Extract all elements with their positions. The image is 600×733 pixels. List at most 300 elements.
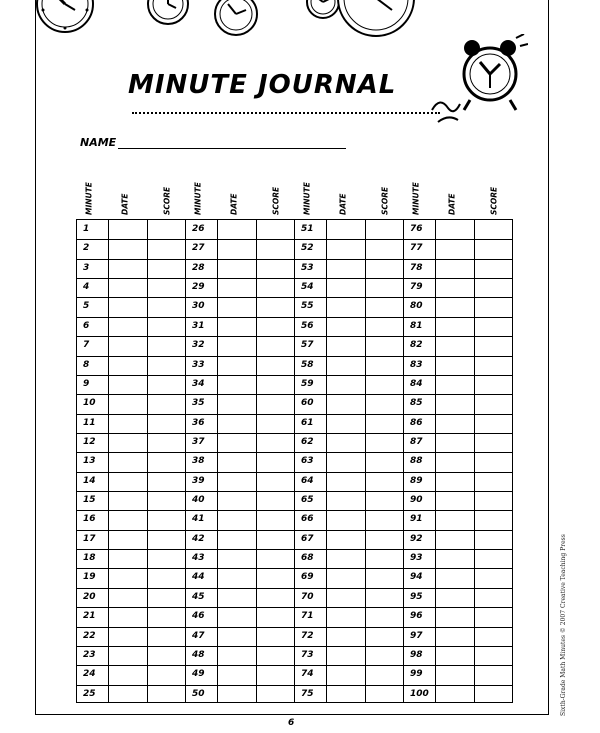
date-cell[interactable]: [217, 278, 256, 297]
date-cell[interactable]: [217, 491, 256, 510]
score-cell[interactable]: [147, 627, 186, 646]
date-cell[interactable]: [108, 297, 147, 316]
score-cell[interactable]: [474, 356, 513, 375]
minute-number: 49: [192, 669, 205, 680]
date-cell[interactable]: [435, 607, 474, 626]
date-cell[interactable]: [326, 646, 365, 665]
minute-number: 41: [192, 514, 205, 525]
score-cell[interactable]: [147, 414, 186, 433]
date-cell[interactable]: [217, 685, 256, 704]
score-cell[interactable]: [474, 394, 513, 413]
minute-number: 85: [410, 398, 423, 409]
score-cell[interactable]: [147, 472, 186, 491]
date-cell[interactable]: [326, 336, 365, 355]
score-cell[interactable]: [147, 336, 186, 355]
clock-icon: [143, 0, 193, 30]
date-cell[interactable]: [108, 685, 147, 704]
score-cell[interactable]: [365, 627, 404, 646]
minute-number: 30: [192, 301, 205, 312]
minute-number: 6: [83, 320, 90, 331]
date-cell[interactable]: [435, 317, 474, 336]
score-cell[interactable]: [365, 452, 404, 471]
date-cell[interactable]: [108, 510, 147, 529]
date-cell[interactable]: [326, 588, 365, 607]
date-cell[interactable]: [435, 336, 474, 355]
score-cell[interactable]: [147, 510, 186, 529]
minute-number: 100: [410, 688, 429, 699]
header-minute: MINUTE: [84, 182, 94, 215]
score-cell[interactable]: [365, 259, 404, 278]
score-cell[interactable]: [474, 549, 513, 568]
minute-number: 75: [301, 688, 314, 699]
date-cell[interactable]: [435, 472, 474, 491]
minute-number: 50: [192, 688, 205, 699]
name-field[interactable]: [118, 148, 346, 149]
date-cell[interactable]: [435, 433, 474, 452]
minute-number: 15: [83, 495, 96, 506]
minute-number: 25: [83, 688, 96, 699]
header-score: SCORE: [271, 186, 281, 215]
date-cell[interactable]: [326, 356, 365, 375]
date-cell[interactable]: [217, 627, 256, 646]
minute-number: 78: [410, 262, 423, 273]
minute-number: 90: [410, 495, 423, 506]
minute-number: 63: [301, 456, 314, 467]
date-cell[interactable]: [435, 685, 474, 704]
score-cell[interactable]: [474, 452, 513, 471]
minute-number: 77: [410, 243, 423, 254]
date-cell[interactable]: [435, 627, 474, 646]
score-cell[interactable]: [365, 530, 404, 549]
score-cell[interactable]: [256, 414, 295, 433]
minute-number: 62: [301, 436, 314, 447]
minute-number: 35: [192, 398, 205, 409]
date-cell[interactable]: [217, 510, 256, 529]
minute-number: 24: [83, 669, 96, 680]
score-cell[interactable]: [365, 510, 404, 529]
date-cell[interactable]: [108, 356, 147, 375]
date-cell[interactable]: [326, 491, 365, 510]
date-cell[interactable]: [217, 356, 256, 375]
date-cell[interactable]: [217, 646, 256, 665]
score-cell[interactable]: [256, 220, 295, 239]
date-cell[interactable]: [435, 220, 474, 239]
score-cell[interactable]: [147, 394, 186, 413]
date-cell[interactable]: [435, 239, 474, 258]
date-cell[interactable]: [108, 317, 147, 336]
score-cell[interactable]: [474, 336, 513, 355]
date-cell[interactable]: [435, 588, 474, 607]
date-cell[interactable]: [326, 607, 365, 626]
date-cell[interactable]: [108, 375, 147, 394]
minute-number: 71: [301, 611, 314, 622]
score-cell[interactable]: [474, 491, 513, 510]
score-cell[interactable]: [256, 259, 295, 278]
date-cell[interactable]: [326, 685, 365, 704]
date-cell[interactable]: [217, 239, 256, 258]
date-cell[interactable]: [108, 220, 147, 239]
score-cell[interactable]: [147, 452, 186, 471]
date-cell[interactable]: [108, 472, 147, 491]
score-cell[interactable]: [365, 239, 404, 258]
date-cell[interactable]: [435, 665, 474, 684]
minute-number: 26: [192, 224, 205, 234]
date-cell[interactable]: [108, 239, 147, 258]
minute-number: 54: [301, 282, 314, 293]
header-date: DATE: [338, 193, 348, 215]
date-cell[interactable]: [326, 568, 365, 587]
score-cell[interactable]: [256, 375, 295, 394]
date-cell[interactable]: [217, 433, 256, 452]
date-cell[interactable]: [435, 297, 474, 316]
minute-number: 91: [410, 514, 423, 525]
score-cell[interactable]: [147, 530, 186, 549]
date-cell[interactable]: [108, 568, 147, 587]
score-cell[interactable]: [474, 375, 513, 394]
date-cell[interactable]: [326, 433, 365, 452]
score-cell[interactable]: [256, 239, 295, 258]
minute-number: 18: [83, 553, 96, 564]
minute-number: 73: [301, 649, 314, 660]
score-cell[interactable]: [256, 297, 295, 316]
minute-number: 79: [410, 282, 423, 293]
date-cell[interactable]: [326, 452, 365, 471]
minute-number: 1: [83, 224, 90, 234]
score-cell[interactable]: [474, 414, 513, 433]
date-cell[interactable]: [326, 510, 365, 529]
header-score: SCORE: [162, 186, 172, 215]
score-cell[interactable]: [256, 278, 295, 297]
header-minute: MINUTE: [411, 182, 421, 215]
minute-number: 19: [83, 572, 96, 583]
minute-journal-table: [76, 219, 512, 703]
minute-number: 83: [410, 359, 423, 370]
score-cell[interactable]: [256, 336, 295, 355]
date-cell[interactable]: [217, 259, 256, 278]
score-cell[interactable]: [365, 317, 404, 336]
minute-number: 40: [192, 495, 205, 506]
score-cell[interactable]: [474, 510, 513, 529]
header-date: DATE: [120, 193, 130, 215]
score-cell[interactable]: [474, 433, 513, 452]
score-cell[interactable]: [147, 665, 186, 684]
date-cell[interactable]: [435, 530, 474, 549]
score-cell[interactable]: [256, 491, 295, 510]
minute-number: 57: [301, 340, 314, 351]
alarm-clock-icon: [428, 34, 528, 130]
minute-number: 87: [410, 436, 423, 447]
date-cell[interactable]: [326, 297, 365, 316]
minute-number: 84: [410, 378, 423, 389]
date-cell[interactable]: [435, 375, 474, 394]
minute-number: 88: [410, 456, 423, 467]
date-cell[interactable]: [217, 220, 256, 239]
date-cell[interactable]: [108, 278, 147, 297]
date-cell[interactable]: [108, 394, 147, 413]
score-cell[interactable]: [147, 297, 186, 316]
date-cell[interactable]: [108, 588, 147, 607]
date-cell[interactable]: [108, 336, 147, 355]
score-cell[interactable]: [474, 297, 513, 316]
minute-number: 61: [301, 417, 314, 428]
page-number: 6: [288, 718, 295, 728]
date-cell[interactable]: [108, 665, 147, 684]
date-cell[interactable]: [326, 472, 365, 491]
score-cell[interactable]: [365, 394, 404, 413]
date-cell[interactable]: [108, 259, 147, 278]
minute-number: 3: [83, 262, 90, 273]
minute-number: 66: [301, 514, 314, 525]
score-cell[interactable]: [147, 317, 186, 336]
date-cell[interactable]: [326, 549, 365, 568]
date-cell[interactable]: [326, 220, 365, 239]
date-cell[interactable]: [435, 259, 474, 278]
minute-number: 22: [83, 630, 96, 641]
score-cell[interactable]: [474, 568, 513, 587]
minute-number: 29: [192, 282, 205, 293]
minute-number: 99: [410, 669, 423, 680]
score-cell[interactable]: [147, 646, 186, 665]
date-cell[interactable]: [217, 394, 256, 413]
score-cell[interactable]: [256, 549, 295, 568]
date-cell[interactable]: [217, 530, 256, 549]
score-cell[interactable]: [256, 356, 295, 375]
minute-number: 4: [83, 282, 90, 293]
score-cell[interactable]: [365, 433, 404, 452]
minute-number: 70: [301, 591, 314, 602]
score-cell[interactable]: [474, 259, 513, 278]
page-title: MINUTE JOURNAL: [128, 70, 397, 100]
date-cell[interactable]: [217, 375, 256, 394]
date-cell[interactable]: [435, 414, 474, 433]
date-cell[interactable]: [108, 414, 147, 433]
score-cell[interactable]: [256, 317, 295, 336]
score-cell[interactable]: [256, 530, 295, 549]
score-cell[interactable]: [256, 646, 295, 665]
minute-number: 27: [192, 243, 205, 254]
score-cell[interactable]: [147, 433, 186, 452]
score-cell[interactable]: [365, 356, 404, 375]
score-cell[interactable]: [256, 510, 295, 529]
minute-number: 67: [301, 533, 314, 544]
score-cell[interactable]: [256, 472, 295, 491]
minute-number: 46: [192, 611, 205, 622]
score-cell[interactable]: [474, 530, 513, 549]
score-cell[interactable]: [474, 685, 513, 704]
score-cell[interactable]: [147, 259, 186, 278]
score-cell[interactable]: [365, 220, 404, 239]
date-cell[interactable]: [435, 491, 474, 510]
minute-number: 56: [301, 320, 314, 331]
score-cell[interactable]: [474, 278, 513, 297]
date-cell[interactable]: [435, 549, 474, 568]
minute-number: 32: [192, 340, 205, 351]
score-cell[interactable]: [256, 607, 295, 626]
clock-icon: [212, 0, 262, 42]
score-cell[interactable]: [256, 452, 295, 471]
minute-number: 47: [192, 630, 205, 641]
minute-number: 21: [83, 611, 96, 622]
date-cell[interactable]: [217, 297, 256, 316]
score-cell[interactable]: [365, 665, 404, 684]
score-cell[interactable]: [147, 588, 186, 607]
score-cell[interactable]: [256, 665, 295, 684]
date-cell[interactable]: [435, 510, 474, 529]
score-cell[interactable]: [256, 588, 295, 607]
date-cell[interactable]: [108, 549, 147, 568]
minute-number: 59: [301, 378, 314, 389]
header-score: SCORE: [380, 186, 390, 215]
minute-number: 42: [192, 533, 205, 544]
date-cell[interactable]: [326, 627, 365, 646]
date-cell[interactable]: [217, 452, 256, 471]
minute-number: 45: [192, 591, 205, 602]
date-cell[interactable]: [326, 394, 365, 413]
date-cell[interactable]: [326, 259, 365, 278]
minute-number: 7: [83, 340, 90, 351]
score-cell[interactable]: [365, 549, 404, 568]
date-cell[interactable]: [326, 665, 365, 684]
table-block: [76, 219, 186, 703]
score-cell[interactable]: [365, 588, 404, 607]
date-cell[interactable]: [326, 317, 365, 336]
score-cell[interactable]: [365, 297, 404, 316]
score-cell[interactable]: [474, 220, 513, 239]
score-cell[interactable]: [474, 472, 513, 491]
score-cell[interactable]: [147, 568, 186, 587]
minute-number: 31: [192, 320, 205, 331]
minute-number: 20: [83, 591, 96, 602]
table-block: [403, 219, 513, 703]
date-cell[interactable]: [108, 607, 147, 626]
score-cell[interactable]: [474, 627, 513, 646]
minute-number: 36: [192, 417, 205, 428]
score-cell[interactable]: [365, 607, 404, 626]
score-cell[interactable]: [147, 685, 186, 704]
date-cell[interactable]: [217, 336, 256, 355]
date-cell[interactable]: [435, 646, 474, 665]
date-cell[interactable]: [435, 356, 474, 375]
score-cell[interactable]: [147, 239, 186, 258]
minute-number: 92: [410, 533, 423, 544]
score-cell[interactable]: [256, 627, 295, 646]
date-cell[interactable]: [108, 433, 147, 452]
minute-number: 74: [301, 669, 314, 680]
date-cell[interactable]: [108, 627, 147, 646]
score-cell[interactable]: [147, 278, 186, 297]
date-cell[interactable]: [217, 317, 256, 336]
score-cell[interactable]: [147, 220, 186, 239]
minute-number: 23: [83, 649, 96, 660]
score-cell[interactable]: [474, 588, 513, 607]
date-cell[interactable]: [326, 530, 365, 549]
minute-number: 65: [301, 495, 314, 506]
minute-number: 33: [192, 359, 205, 370]
minute-number: 2: [83, 243, 90, 254]
score-cell[interactable]: [474, 239, 513, 258]
name-label: NAME: [80, 136, 117, 149]
date-cell[interactable]: [108, 530, 147, 549]
score-cell[interactable]: [147, 549, 186, 568]
date-cell[interactable]: [326, 414, 365, 433]
score-cell[interactable]: [365, 685, 404, 704]
date-cell[interactable]: [435, 452, 474, 471]
score-cell[interactable]: [365, 491, 404, 510]
score-cell[interactable]: [256, 433, 295, 452]
minute-number: 94: [410, 572, 423, 583]
minute-number: 58: [301, 359, 314, 370]
date-cell[interactable]: [108, 646, 147, 665]
minute-number: 69: [301, 572, 314, 583]
minute-number: 93: [410, 553, 423, 564]
minute-number: 60: [301, 398, 314, 409]
score-cell[interactable]: [365, 278, 404, 297]
date-cell[interactable]: [435, 278, 474, 297]
minute-number: 80: [410, 301, 423, 312]
date-cell[interactable]: [217, 549, 256, 568]
score-cell[interactable]: [147, 356, 186, 375]
minute-number: 98: [410, 649, 423, 660]
date-cell[interactable]: [326, 278, 365, 297]
score-cell[interactable]: [147, 607, 186, 626]
score-cell[interactable]: [147, 375, 186, 394]
date-cell[interactable]: [217, 607, 256, 626]
date-cell[interactable]: [217, 568, 256, 587]
minute-number: 53: [301, 262, 314, 273]
date-cell[interactable]: [217, 588, 256, 607]
score-cell[interactable]: [147, 491, 186, 510]
minute-number: 28: [192, 262, 205, 273]
date-cell[interactable]: [326, 375, 365, 394]
date-cell[interactable]: [217, 414, 256, 433]
header-date: DATE: [229, 193, 239, 215]
score-cell[interactable]: [256, 685, 295, 704]
date-cell[interactable]: [435, 394, 474, 413]
minute-number: 43: [192, 553, 205, 564]
minute-number: 76: [410, 224, 423, 234]
minute-number: 14: [83, 475, 96, 486]
minute-number: 11: [83, 417, 96, 428]
date-cell[interactable]: [108, 452, 147, 471]
minute-number: 39: [192, 475, 205, 486]
minute-number: 52: [301, 243, 314, 254]
score-cell[interactable]: [256, 394, 295, 413]
score-cell[interactable]: [365, 646, 404, 665]
date-cell[interactable]: [217, 665, 256, 684]
header-date: DATE: [447, 193, 457, 215]
score-cell[interactable]: [365, 568, 404, 587]
score-cell[interactable]: [365, 472, 404, 491]
score-cell[interactable]: [474, 646, 513, 665]
date-cell[interactable]: [108, 491, 147, 510]
date-cell[interactable]: [435, 568, 474, 587]
score-cell[interactable]: [365, 414, 404, 433]
minute-number: 17: [83, 533, 96, 544]
score-cell[interactable]: [256, 568, 295, 587]
minute-number: 97: [410, 630, 423, 641]
date-cell[interactable]: [326, 239, 365, 258]
score-cell[interactable]: [365, 336, 404, 355]
minute-number: 9: [83, 378, 90, 389]
score-cell[interactable]: [474, 317, 513, 336]
score-cell[interactable]: [365, 375, 404, 394]
minute-number: 44: [192, 572, 205, 583]
header-score: SCORE: [489, 186, 499, 215]
date-cell[interactable]: [217, 472, 256, 491]
minute-number: 72: [301, 630, 314, 641]
score-cell[interactable]: [474, 607, 513, 626]
score-cell[interactable]: [474, 665, 513, 684]
